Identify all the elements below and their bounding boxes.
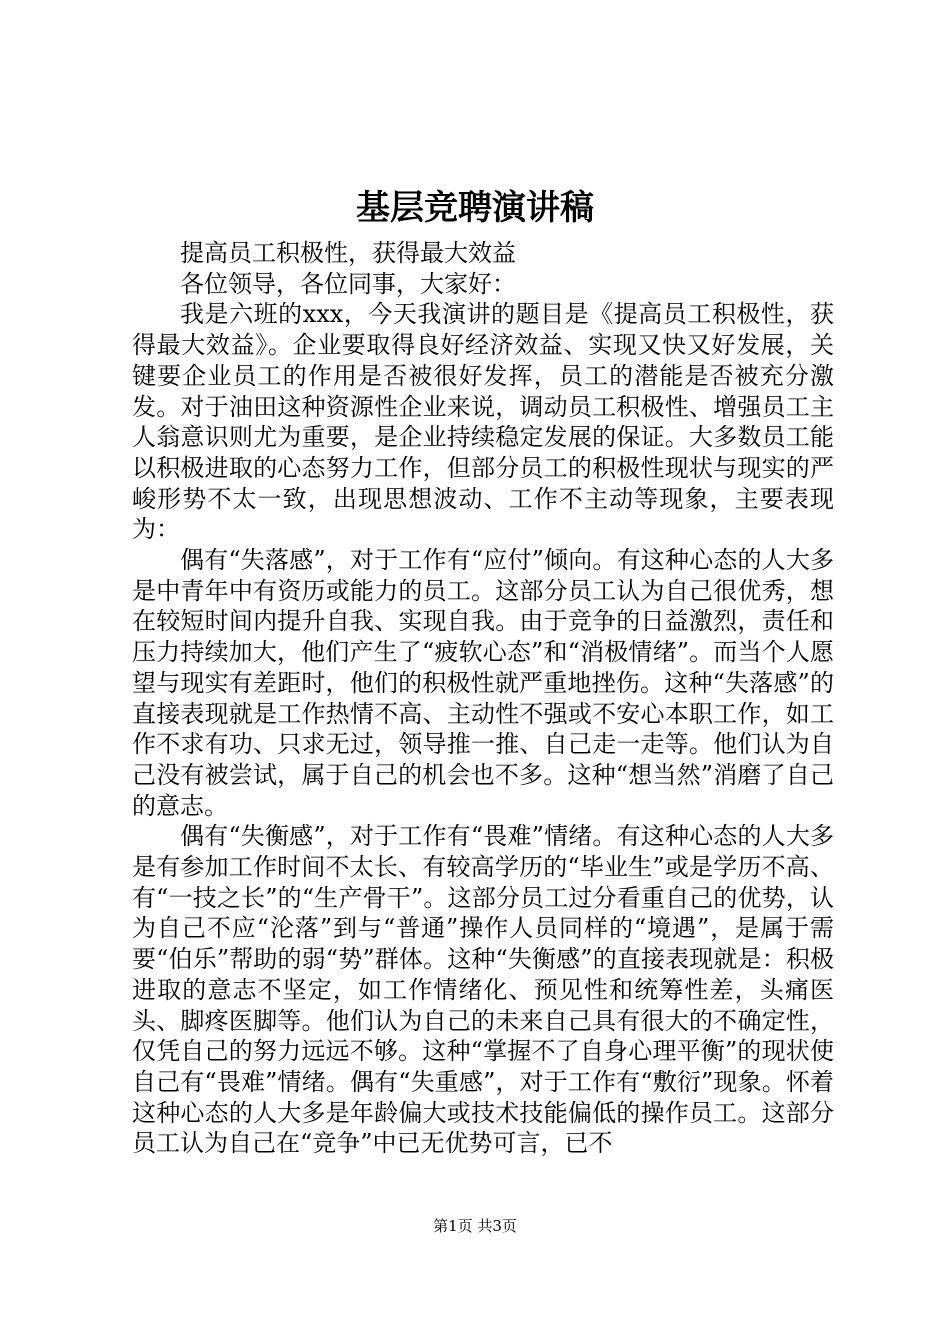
greeting-paragraph: 各位领导，各位同事，大家好： bbox=[180, 269, 516, 298]
intro-paragraph: 我是六班的xxx，今天我演讲的题目是《提高员工积极性，获得最大效益》。企业要取得良好经济效益、实现又快又好发展，关键要企业员工的作用是否被很好发挥，员工的潜能是否被充分激发。对于油田这种资源性企业来说，调动员工积极性、增强员工主人翁意识则尤为重要，是企业持续稳定发展的保证。大多数员工能以积极进取的心态努力工作，但部分员工的积极性现状与现实的严峻形势不太一致，出现思想波动、工作不主动等现象，主要表现为： bbox=[132, 300, 834, 544]
loss-paragraph: 偶有“失落感”，对于工作有“应付”倾向。有这种心态的人大多是中青年中有资历或能力的员工。这部分员工认为自己很优秀，想在较短时间内提升自我、实现自我。由于竞争的日益激烈，责任和压力持续加大，他们产生了“疲软心态”和“消极情绪”。而当个人愿望与现实有差距时，他们的积极性就严重地挫伤。这种“失落感”的直接表现就是工作热情不高、主动性不强或不安心本职工作，如工作不求有功、只求无过，领导推一推、自己走一走等。他们认为自己没有被尝试，属于自己的机会也不多。这种“想当然”消磨了自己的意志。 bbox=[132, 546, 834, 820]
subtitle-paragraph: 提高员工积极性，获得最大效益 bbox=[180, 239, 516, 267]
document-body bbox=[132, 238, 834, 1159]
document-title: 基层竞聘演讲稿 bbox=[356, 188, 594, 228]
page-number-footer: 第1页 共3页 bbox=[433, 1217, 517, 1235]
imbalance-paragraph: 偶有“失衡感”，对于工作有“畏难”情绪。有这种心态的人大多是有参加工作时间不太长、有较高学历的“毕业生”或是学历不高、有“一技之长”的“生产骨干”。这部分员工过分看重自己的优势，认为自己不应“沦落”到与“普通”操作人员同样的“境遇”，是属于需要“伯乐”帮助的弱“势”群体。这种“失衡感”的直接表现就是：积极进取的意志不坚定，如工作情绪化、预见性和统筹性差，头痛医头、脚疼医脚等。他们认为自己的未来自己具有很大的不确定性，仅凭自己的努力远远不够。这种“掌握不了自身心理平衡”的现状使自己有“畏难”情绪。偶有“失重感”，对于工作有“敷衍”现象。怀着这种心态的人大多是年龄偏大或技术技能偏低的操作员工。这部分员工认为自己在“竞争”中已无优势可言，已不 bbox=[132, 822, 834, 1158]
